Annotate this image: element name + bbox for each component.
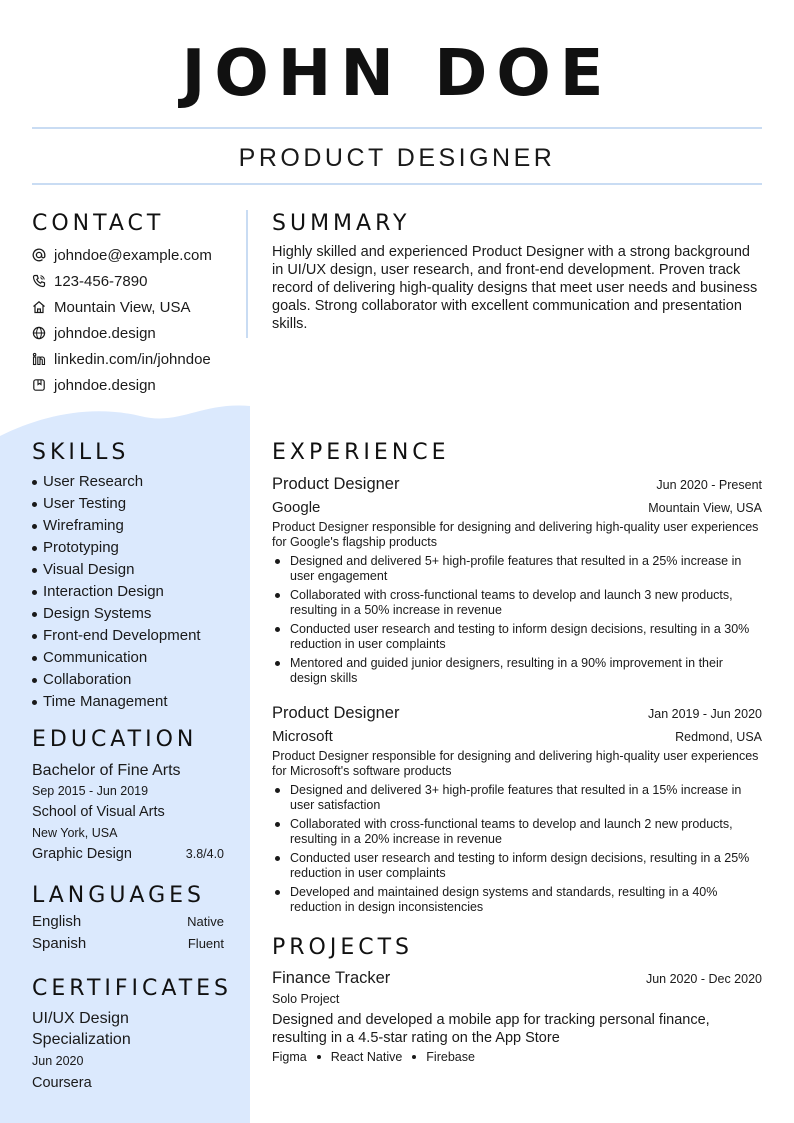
list-item <box>32 515 242 537</box>
achievement-text: Collaborated with cross-functional teams to develop and launch 3 new products, resulting in a 50% increase in revenue <box>290 588 733 617</box>
certificate-date: Jun 2020 <box>32 1054 84 1068</box>
bullet <box>32 612 37 617</box>
experience-heading: EXPERIENCE <box>272 440 450 465</box>
phone-icon <box>32 274 46 288</box>
list-item <box>32 603 242 625</box>
list-item <box>32 493 242 515</box>
list-item <box>272 783 762 813</box>
candidate-name: JOHN DOE <box>181 37 613 111</box>
list-item <box>32 913 224 935</box>
achievement-text: Collaborated with cross-functional teams to develop and launch 2 new products, resulting in a 20% increase in revenue <box>290 817 733 846</box>
list-item <box>272 851 762 881</box>
achievement-text: Conducted user research and testing to inform design decisions, resulting in a 25% reduction in user complaints <box>290 851 750 880</box>
column-divider <box>246 210 248 338</box>
bullet <box>32 634 37 639</box>
experience-entry-microsoft <box>272 701 762 919</box>
list-item <box>272 817 762 847</box>
list-item <box>32 581 242 603</box>
contact-portfolio[interactable] <box>32 372 242 398</box>
certificate-name-line1: UI/UX Design <box>32 1010 129 1027</box>
bullet <box>275 627 280 632</box>
bullet <box>32 678 37 683</box>
list-item <box>272 885 762 915</box>
certificate-entry <box>32 1008 232 1094</box>
bullet <box>32 524 37 529</box>
list-item <box>32 669 242 691</box>
gpa: 3.8/4.0 <box>185 847 224 861</box>
list-item <box>272 656 762 686</box>
header-divider-top <box>32 127 762 129</box>
job-role-title: PRODUCT DESIGNER <box>238 144 556 172</box>
job-description: Product Designer responsible for designing and delivering high-quality user experiences for Google's flagship products <box>272 520 759 549</box>
job-location: Redmond, USA <box>675 730 762 744</box>
education-dates: Sep 2015 - Jun 2019 <box>32 784 149 798</box>
list-item <box>32 471 242 493</box>
list-item <box>272 554 762 584</box>
list-item <box>32 537 242 559</box>
project-dates: Jun 2020 - Dec 2020 <box>645 972 762 986</box>
skill-label: Communication <box>43 649 148 666</box>
contact-linkedin[interactable] <box>32 346 242 372</box>
achievement-text: Conducted user research and testing to inform design decisions, resulting in a 30% reduction in user complaints <box>290 622 750 651</box>
experience-entry-google <box>272 472 762 690</box>
home-icon <box>32 300 46 314</box>
job-dates: Jan 2019 - Jun 2020 <box>648 707 762 721</box>
at-icon <box>32 248 46 262</box>
achievement-text: Mentored and guided junior designers, resulting in a 90% improvement in their design skills <box>290 656 723 685</box>
job-description: Product Designer responsible for designing and delivering high-quality user experiences for Microsoft's software products <box>272 749 759 778</box>
project-tech-stack <box>272 1050 762 1064</box>
project-name: Finance Tracker <box>272 969 391 987</box>
achievement-list <box>272 783 762 915</box>
contact-phone[interactable] <box>32 268 242 294</box>
contact-email[interactable] <box>32 242 242 268</box>
certificate-name-line2: Specialization <box>32 1031 131 1048</box>
certificates-heading: CERTIFICATES <box>32 976 233 1001</box>
list-item <box>32 647 242 669</box>
skills-list <box>32 471 242 713</box>
achievement-text: Designed and delivered 3+ high-profile features that resulted in a 15% increase in user satisfaction <box>290 783 742 812</box>
globe-icon <box>32 326 46 340</box>
achievement-list <box>272 554 762 686</box>
bullet <box>32 656 37 661</box>
language-name: English <box>32 913 82 930</box>
languages-list <box>32 913 224 957</box>
project-entry <box>272 967 762 1064</box>
summary-text: Highly skilled and experienced Product Designer with a strong background in UI/UX design, user research, and front-end development. Proven track record of delivering high-quality designs that meet user needs and business goals. Strong collaborator with excellent communication and presentation skills. <box>272 244 758 332</box>
skill-label: Front-end Development <box>43 627 201 644</box>
school-location: New York, USA <box>32 826 118 840</box>
achievement-text: Developed and maintained design systems and standards, resulting in a 40% reduction in design inconsistencies <box>290 885 718 914</box>
bullet <box>32 480 37 485</box>
project-description: Designed and developed a mobile app for tracking personal finance, resulting in a 4.5-star rating on the App Store <box>272 1012 710 1046</box>
bullet <box>32 502 37 507</box>
company-name: Microsoft <box>272 728 333 745</box>
languages-heading: LANGUAGES <box>32 883 205 908</box>
language-level: Native <box>187 914 224 929</box>
list-item <box>272 588 762 618</box>
separator-dot <box>317 1055 321 1059</box>
bullet <box>275 856 280 861</box>
skill-label: Collaboration <box>43 671 132 688</box>
summary-heading: SUMMARY <box>272 211 411 236</box>
tech-item: Figma <box>272 1050 307 1064</box>
contact-website-text: johndoe.design <box>54 324 156 342</box>
skill-label: Design Systems <box>43 605 152 622</box>
school-name: School of Visual Arts <box>32 804 165 820</box>
header-divider-bottom <box>32 183 762 185</box>
skill-label: Time Management <box>43 693 168 710</box>
skill-label: Interaction Design <box>43 583 164 600</box>
tech-item: Firebase <box>426 1050 475 1064</box>
bullet <box>275 890 280 895</box>
language-name: Spanish <box>32 935 87 952</box>
contact-linkedin-text: linkedin.com/in/johndoe <box>54 350 211 368</box>
bullet <box>32 700 37 705</box>
achievement-text: Designed and delivered 5+ high-profile features that resulted in a 25% increase in user engagement <box>290 554 742 583</box>
contact-heading: CONTACT <box>32 211 165 236</box>
list-item <box>32 935 224 957</box>
separator-dot <box>412 1055 416 1059</box>
tech-item: React Native <box>330 1050 403 1064</box>
contact-portfolio-text: johndoe.design <box>54 376 156 394</box>
skill-label: Prototyping <box>43 539 119 556</box>
linkedin-icon <box>32 352 46 366</box>
education-entry <box>32 760 224 865</box>
bullet <box>32 568 37 573</box>
list-item <box>272 622 762 652</box>
projects-heading: PROJECTS <box>272 935 414 960</box>
language-level: Fluent <box>187 936 224 951</box>
bullet <box>275 559 280 564</box>
job-location: Mountain View, USA <box>648 501 762 515</box>
bullet <box>275 661 280 666</box>
list-item <box>32 625 242 647</box>
bullet <box>32 590 37 595</box>
company-name: Google <box>272 499 321 516</box>
bullet <box>275 593 280 598</box>
skills-heading: SKILLS <box>32 440 130 465</box>
job-title: Product Designer <box>272 475 400 493</box>
contact-email-text: johndoe@example.com <box>54 246 212 264</box>
bullet <box>275 822 280 827</box>
job-title: Product Designer <box>272 704 400 722</box>
contact-list <box>32 242 242 398</box>
project-type: Solo Project <box>272 992 340 1006</box>
contact-location <box>32 294 242 320</box>
skill-label: User Research <box>43 473 144 490</box>
bullet <box>32 546 37 551</box>
bullet <box>275 788 280 793</box>
list-item <box>32 559 242 581</box>
degree: Bachelor of Fine Arts <box>32 762 181 779</box>
skill-label: Wireframing <box>43 517 124 534</box>
contact-website[interactable] <box>32 320 242 346</box>
contact-phone-text: 123-456-7890 <box>54 272 148 290</box>
education-heading: EDUCATION <box>32 727 198 752</box>
job-dates: Jun 2020 - Present <box>656 478 762 492</box>
certificate-issuer: Coursera <box>32 1075 92 1091</box>
skill-label: User Testing <box>43 495 127 512</box>
list-item <box>32 691 242 713</box>
contact-location-text: Mountain View, USA <box>54 298 191 316</box>
major: Graphic Design <box>32 846 132 862</box>
portfolio-icon <box>32 378 46 392</box>
skill-label: Visual Design <box>43 561 135 578</box>
